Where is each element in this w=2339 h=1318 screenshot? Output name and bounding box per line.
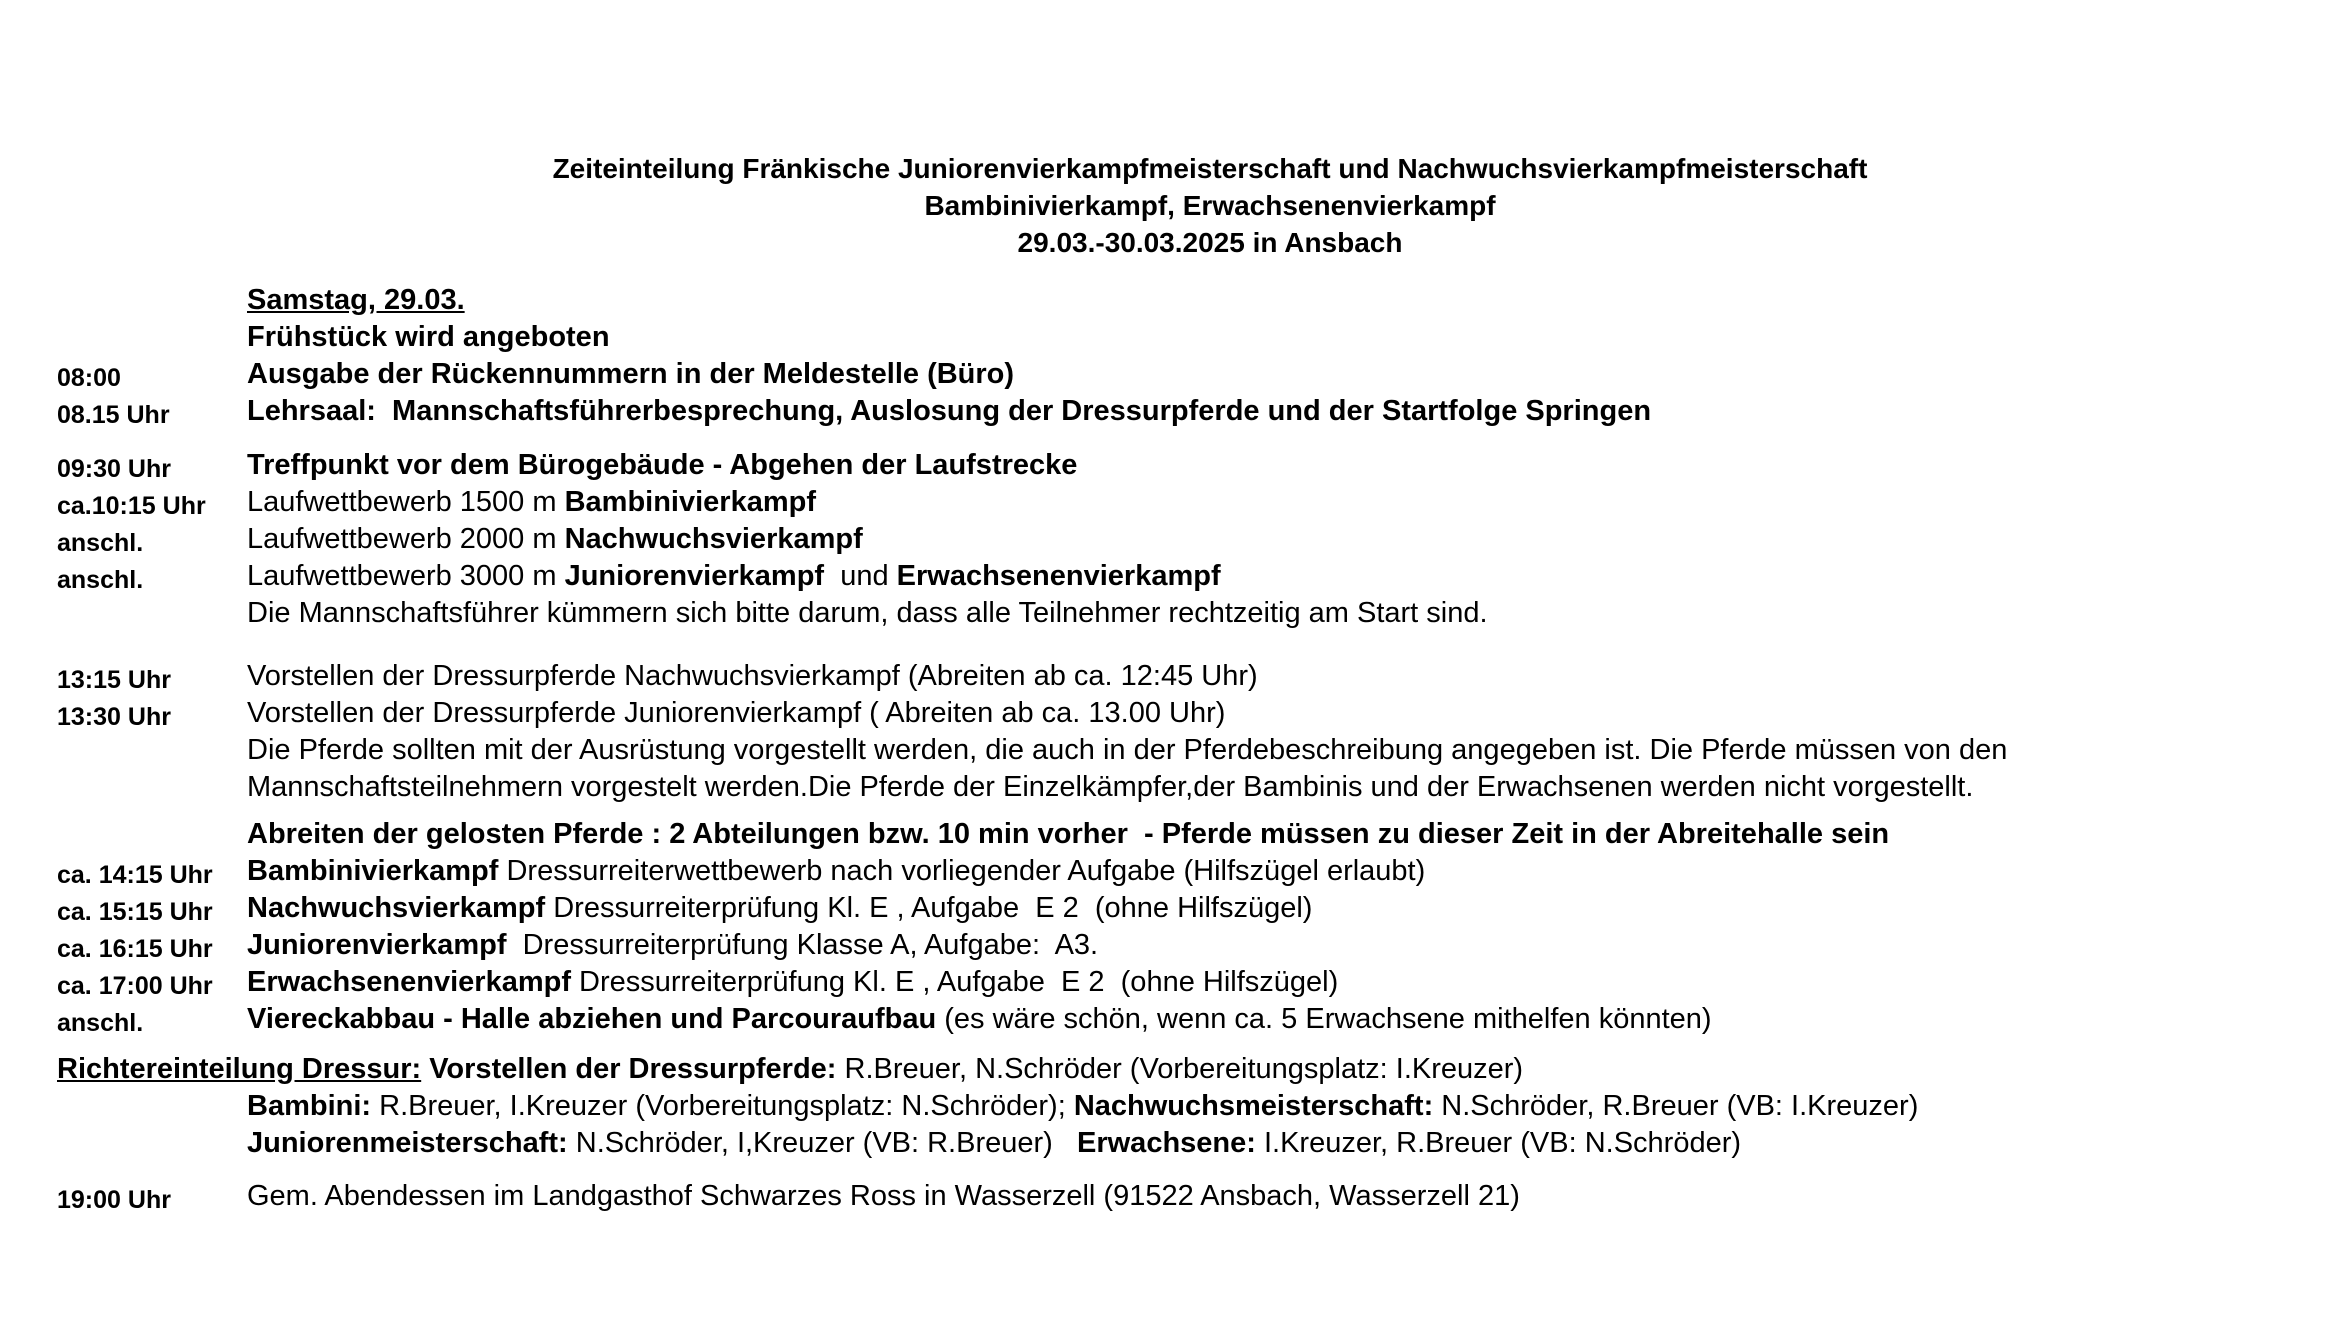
schedule-row <box>57 660 2319 696</box>
time-label: ca. 15:15 Uhr <box>57 898 213 926</box>
schedule-note: Die Pferde sollten mit der Ausrüstung vorgestellt werden, die auch in der Pferdebeschreibung angegeben ist. Die Pferde müssen von den <box>247 734 2008 766</box>
event-name: Bambinivierkampf <box>247 855 499 887</box>
time-label: anschl. <box>57 529 144 557</box>
time-label: ca. 14:15 Uhr <box>57 861 213 889</box>
breakfast-note: Frühstück wird angeboten <box>247 321 610 353</box>
time-label: 08:00 <box>57 364 121 392</box>
schedule-text: Laufwettbewerb 1500 m Bambinivierkampf <box>247 486 817 518</box>
event-name: Nachwuchsvierkampf <box>247 892 546 924</box>
schedule-row <box>57 358 2319 394</box>
schedule-row <box>57 929 2319 965</box>
judges-names: I.Kreuzer, R.Breuer (VB: N.Schröder) <box>1255 1127 1742 1159</box>
judges-subheading: Vorstellen der Dressurpferde: <box>421 1053 837 1085</box>
time-label: anschl. <box>57 566 144 594</box>
schedule-note-row <box>57 818 2319 854</box>
time-label: ca. 17:00 Uhr <box>57 972 213 1000</box>
day-heading: Samstag, 29.03. <box>247 284 465 316</box>
schedule-note: Mannschaftsteilnehmern vorgestelt werden.Die Pferde der Einzelkämpfer,der Bambinis und der Erwachsenen werden nicht vorgestellt. <box>247 771 1974 803</box>
judges-line <box>247 1090 1918 1123</box>
time-label: 09:30 Uhr <box>57 455 171 483</box>
schedule-row <box>57 855 2319 891</box>
event-name: Viereckabbau - Halle abziehen und Parcouraufbau <box>247 1003 937 1035</box>
document-date: 29.03.-30.03.2025 in Ansbach <box>1017 227 1403 258</box>
judges-names: R.Breuer, N.Schröder (Vorbereitungsplatz: I.Kreuzer) <box>836 1053 1524 1085</box>
judges-heading: Richtereinteilung Dressur: <box>57 1053 422 1085</box>
time-label: 08.15 Uhr <box>57 401 170 429</box>
judges-line <box>247 1127 1741 1160</box>
schedule-row <box>57 892 2319 928</box>
schedule-note-row <box>57 597 2319 633</box>
judges-group: Juniorenmeisterschaft: <box>247 1127 568 1159</box>
judges-group: Bambini: <box>247 1090 372 1122</box>
schedule-text: Bambinivierkampf Dressurreiterwettbewerb nach vorliegender Aufgabe (Hilfszügel erlaubt) <box>247 855 1426 887</box>
schedule-note-row <box>57 771 2319 807</box>
breakfast-row <box>57 321 2319 357</box>
document-subtitle: Bambinivierkampf, Erwachsenenvierkampf <box>924 190 1496 221</box>
schedule-row <box>57 1003 2319 1039</box>
schedule-text: Vorstellen der Dressurpferde Juniorenvierkampf ( Abreiten ab ca. 13.00 Uhr) <box>247 697 1226 729</box>
schedule-row <box>57 560 2319 596</box>
time-label: ca.10:15 Uhr <box>57 492 206 520</box>
schedule-row <box>57 449 2319 485</box>
schedule-note-row <box>57 734 2319 770</box>
schedule-text: Juniorenvierkampf Dressurreiterprüfung Klasse A, Aufgabe: A3. <box>247 929 1099 961</box>
schedule-text: Erwachsenenvierkampf Dressurreiterprüfung Kl. E , Aufgabe E 2 (ohne Hilfszügel) <box>247 966 1339 998</box>
judges-names: R.Breuer, I.Kreuzer (Vorbereitungsplatz: N.Schröder); <box>371 1090 1074 1122</box>
schedule-text: Vorstellen der Dressurpferde Nachwuchsvierkampf (Abreiten ab ca. 12:45 Uhr) <box>247 660 1258 692</box>
time-label: 19:00 Uhr <box>57 1186 171 1214</box>
time-label: ca. 16:15 Uhr <box>57 935 213 963</box>
schedule-text: Laufwettbewerb 3000 m Juniorenvierkampf und Erwachsenenvierkampf <box>247 560 1221 592</box>
event-name: Juniorenvierkampf <box>247 929 507 961</box>
schedule-text: Treffpunkt vor dem Bürogebäude - Abgehen der Laufstrecke <box>247 449 1078 481</box>
schedule-row <box>57 966 2319 1002</box>
judges-names: N.Schröder, R.Breuer (VB: I.Kreuzer) <box>1433 1090 1919 1122</box>
event-name: Nachwuchsvierkampf <box>564 523 863 555</box>
time-label: anschl. <box>57 1009 144 1037</box>
event-name: Erwachsenenvierkampf <box>247 966 571 998</box>
schedule-text: Laufwettbewerb 2000 m Nachwuchsvierkampf <box>247 523 863 555</box>
judges-group: Nachwuchsmeisterschaft: <box>1073 1090 1434 1122</box>
document-title: Zeiteinteilung Fränkische Juniorenvierkampfmeisterschaft und Nachwuchsvierkampfmeisterschaft <box>552 153 1868 184</box>
schedule-text: Viereckabbau - Halle abziehen und Parcouraufbau (es wäre schön, wenn ca. 5 Erwachsene mithelfen könnten) <box>247 1003 1712 1035</box>
time-label: 13:15 Uhr <box>57 666 171 694</box>
schedule-note: Die Mannschaftsführer kümmern sich bitte darum, dass alle Teilnehmer rechtzeitig am Start sind. <box>247 597 1488 629</box>
event-name: Bambinivierkampf <box>564 486 817 518</box>
schedule-row <box>57 486 2319 522</box>
judges-line <box>57 1053 1523 1086</box>
event-name: Erwachsenenvierkampf <box>896 560 1221 592</box>
time-label: 13:30 Uhr <box>57 703 171 731</box>
schedule-text: Gem. Abendessen im Landgasthof Schwarzes Ross in Wasserzell (91522 Ansbach, Wasserzell 21) <box>247 1180 1520 1212</box>
schedule-row <box>57 395 2319 431</box>
schedule-text: Nachwuchsvierkampf Dressurreiterprüfung Kl. E , Aufgabe E 2 (ohne Hilfszügel) <box>247 892 1313 924</box>
day-heading-row <box>57 284 2319 320</box>
warmup-note: Abreiten der gelosten Pferde : 2 Abteilungen bzw. 10 min vorher - Pferde müssen zu dieser Zeit in der Abreitehalle sein <box>247 818 1890 850</box>
schedule-row <box>57 697 2319 733</box>
schedule-text: Lehrsaal: Mannschaftsführerbesprechung, Auslosung der Dressurpferde und der Startfolge Springen <box>247 395 1652 427</box>
schedule-text: Ausgabe der Rückennummern in der Meldestelle (Büro) <box>247 358 1015 390</box>
schedule-row <box>57 1180 2319 1216</box>
event-name: Juniorenvierkampf <box>564 560 825 592</box>
judges-group: Erwachsene: <box>1077 1127 1256 1159</box>
schedule-row <box>57 523 2319 559</box>
judges-names: N.Schröder, I,Kreuzer (VB: R.Breuer) <box>567 1127 1077 1159</box>
